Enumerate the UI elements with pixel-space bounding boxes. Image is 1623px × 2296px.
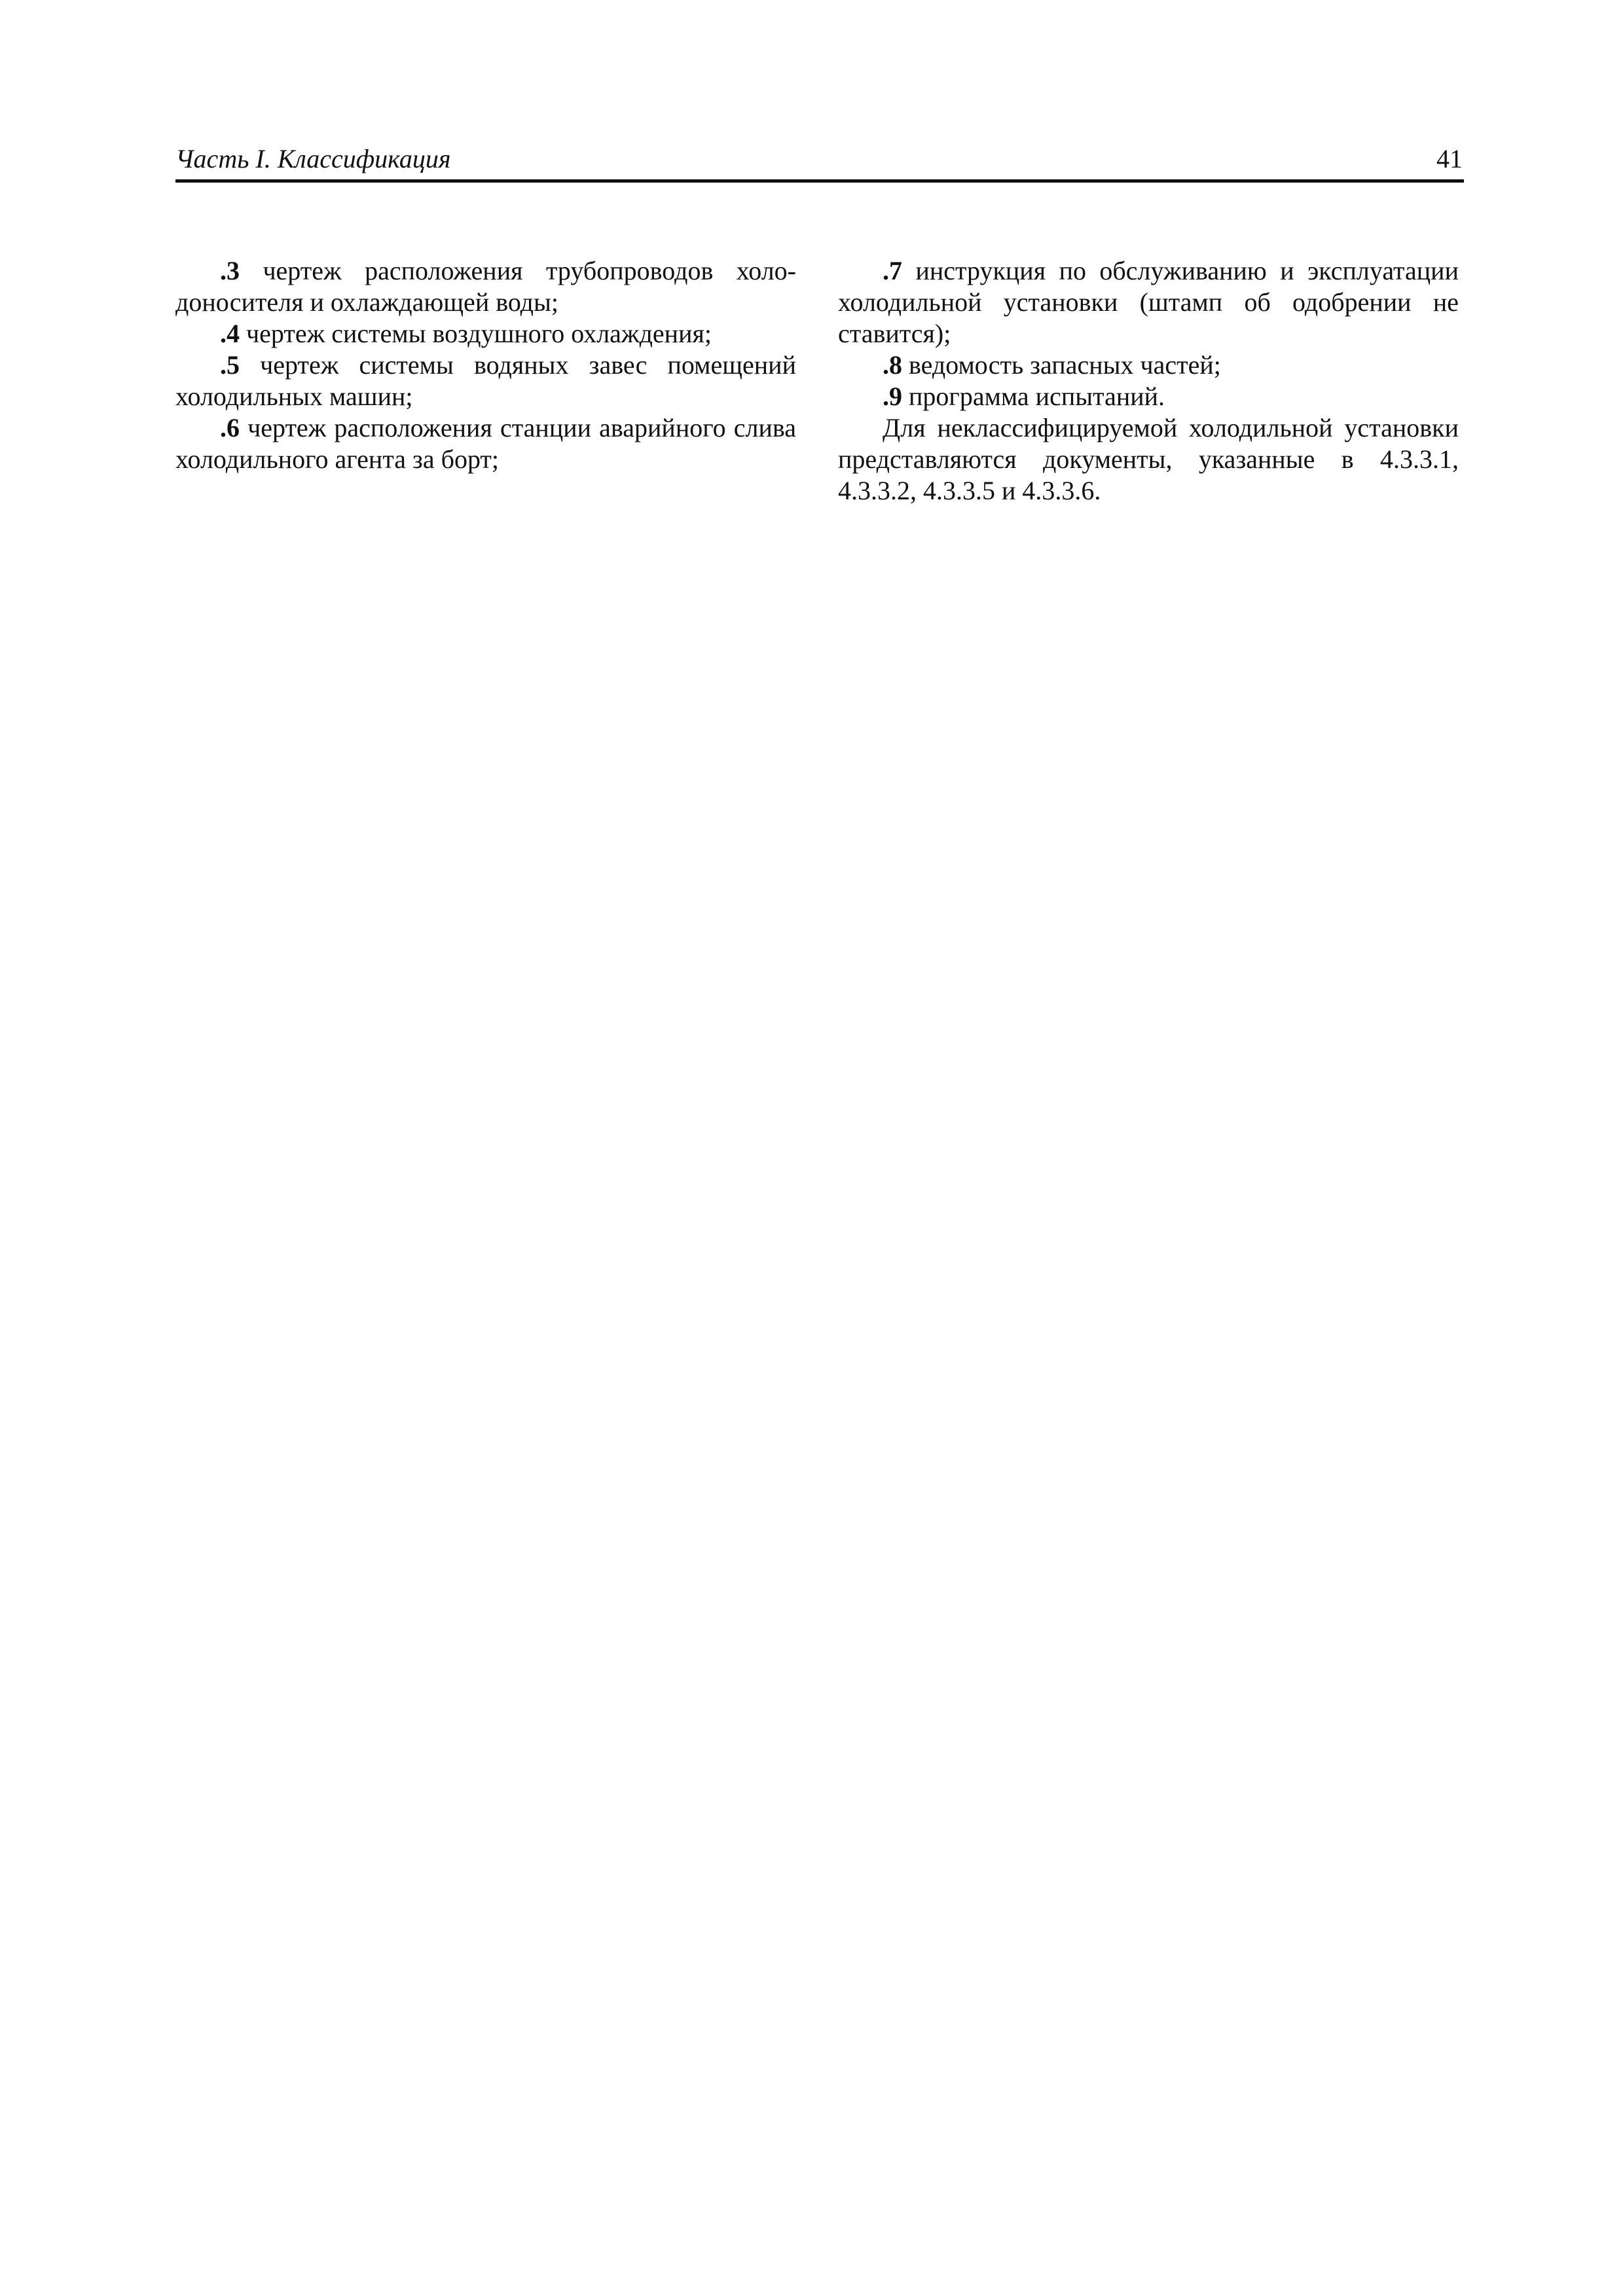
left-column — [175, 255, 796, 475]
item-number: .9 — [883, 382, 902, 411]
list-item — [838, 381, 1459, 412]
item-number: .7 — [883, 256, 902, 285]
item-number: .5 — [220, 350, 240, 380]
page-header — [175, 143, 1464, 183]
list-item — [838, 255, 1459, 350]
list-item — [175, 255, 796, 318]
closing-paragraph: Для неклассифицируемой холодильной установки представляются документы, указанные в 4.3.3.1, 4.3.3.2, 4.3.3.5 и 4.3.3.6. — [838, 413, 1459, 505]
item-text: программа испытаний. — [902, 382, 1165, 411]
item-text: чертеж расположения станции аварийного слива холодильного агента за борт; — [175, 413, 796, 474]
list-item — [838, 350, 1459, 381]
item-number: .8 — [883, 350, 902, 380]
list-item — [175, 350, 796, 412]
running-title: Часть I. Классификация — [175, 144, 451, 173]
page-number: 41 — [1436, 144, 1463, 173]
item-text: чертеж расположения трубопроводов холодоносителя и охлаждающей воды; — [175, 256, 796, 317]
right-column — [838, 255, 1459, 507]
item-number: .6 — [220, 413, 240, 442]
list-item — [175, 318, 796, 350]
list-item — [175, 412, 796, 475]
item-text: чертеж системы воздушного охлаждения; — [240, 319, 712, 348]
item-text: инструкция по обслуживанию и эксплуатации холодильной установки (штамп об одобрении не ставится); — [838, 256, 1459, 348]
item-text: чертеж системы водяных завес помещений холодильных машин; — [175, 350, 796, 411]
item-number: .3 — [220, 256, 240, 285]
item-number: .4 — [220, 319, 240, 348]
item-text: ведомость запасных частей; — [902, 350, 1221, 380]
